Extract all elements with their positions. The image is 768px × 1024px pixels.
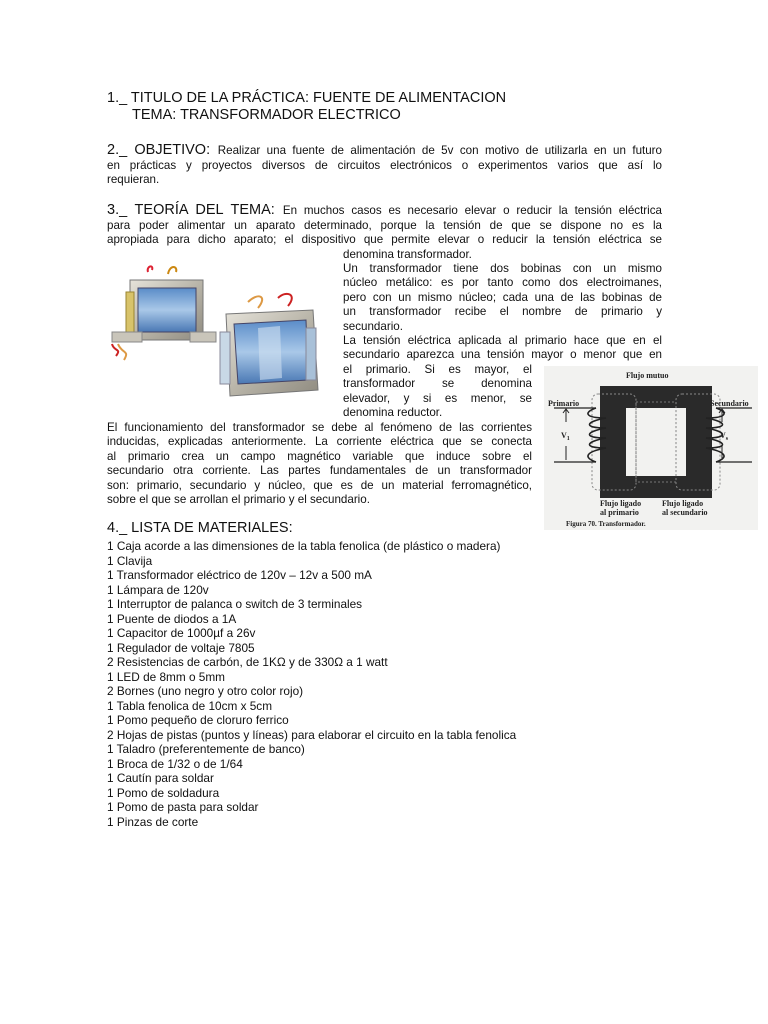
theory-para-3-line: La tensión eléctrica aplicada al primario hace que en el	[343, 334, 662, 348]
theory-para-3-line: elevador, y si es menor, se	[343, 391, 532, 405]
list-item: 1 Interruptor de palanca o switch de 3 terminales	[107, 597, 363, 611]
objective-heading: 2._ OBJETIVO:	[107, 142, 211, 158]
list-item: 1 Pomo pequeño de cloruro ferrico	[107, 713, 289, 727]
list-item: 1 Transformador eléctrico de 120v – 12v a 500 mA	[107, 568, 372, 582]
theory-para-2-line: secundario.	[343, 319, 403, 333]
list-item: 1 Caja acorde a las dimensiones de la tabla fenolica (de plástico o madera)	[107, 539, 501, 553]
list-item: 1 Capacitor de 1000µf a 26v	[107, 626, 256, 640]
theory-para-3-line: denomina reductor.	[343, 406, 443, 420]
objective-line-3: requieran.	[107, 173, 160, 187]
diagram-label-primary: Primario	[548, 399, 580, 408]
diagram-label-v1: $V_1$	[561, 431, 570, 442]
materials-list	[107, 539, 667, 829]
theory-para-4-line: El funcionamiento del transformador se debe al fenómeno de las corrientes	[107, 421, 532, 434]
theory-para-2-line: Un transformador tiene dos bobinas con un mismo	[343, 262, 662, 275]
list-item: 1 Pomo de soldadura	[107, 785, 220, 800]
list-item: 1 Pomo de pasta para soldar	[107, 800, 259, 814]
theory-para-3-line: transformador se denomina	[343, 377, 532, 391]
list-item: 1 Lámpara de 120v	[107, 582, 209, 597]
theory-para-2-line: pero con un mismo núcleo; cada una de las bobinas de	[343, 290, 662, 304]
list-item: 1 Cautín para soldar	[107, 771, 214, 785]
theory-para-2-line: un transformador recibe el nombre de primario y	[343, 305, 662, 319]
section-2-objective	[107, 141, 662, 188]
theory-para-3-line: secundario aparezca una tensión mayor o menor que en	[343, 348, 662, 362]
theory-para-3-narrow	[343, 363, 532, 421]
diagram-label-flux: Flujo mutuo	[626, 371, 669, 380]
theory-para-4	[107, 421, 532, 507]
practice-title: 1._ TITULO DE LA PRÁCTICA: FUENTE DE ALIMENTACION	[107, 90, 507, 106]
diagram-label-flux-secondary: Flujo ligado	[662, 499, 704, 508]
diagram-label-v2: $V_s$	[720, 431, 729, 442]
list-item: 2 Hojas de pistas (puntos y líneas) para elaborar el circuito en la tabla fenolica	[107, 727, 517, 742]
theory-line-2: para poder alimentar un aparato determinado, porque la tensión de que se dispone no es la	[107, 219, 662, 232]
materials-heading: 4._ LISTA DE MATERIALES:	[107, 520, 293, 536]
list-item: 1 Broca de 1/32 o de 1/64	[107, 756, 243, 771]
transformer-diagram	[544, 366, 758, 530]
theory-para-2	[343, 262, 662, 363]
list-item: 1 Tabla fenolica de 10cm x 5cm	[107, 698, 273, 713]
theory-line-1: En muchos casos es necesario elevar o reducir la tensión eléctrica	[282, 204, 662, 217]
list-item: 2 Bornes (uno negro y otro color rojo)	[107, 684, 304, 698]
theory-para-3-line: el primario. Si es mayor, el	[343, 363, 532, 376]
diagram-label-flux-secondary-2: al secundario	[662, 508, 708, 517]
topic-title: TEMA: TRANSFORMADOR ELECTRICO	[132, 107, 401, 123]
theory-line-3: apropiada para dicho aparato; el dispositivo que permite elevar o reducir la tensión eléctrica se	[107, 233, 662, 247]
list-item: 1 Regulador de voltaje 7805	[107, 640, 255, 655]
theory-para-4-line: secundario otra corriente. Las partes fundamentales de un transformador	[107, 464, 532, 478]
section-1-title	[107, 90, 667, 124]
diagram-label-flux-primary-2: al primario	[600, 508, 639, 517]
diagram-label-flux-primary: Flujo ligado	[600, 499, 642, 508]
list-item: 1 Clavija	[107, 553, 153, 568]
diagram-label-secondary: Secundario	[710, 399, 749, 408]
theory-para-4-line: son: primario, secundario y núcleo, que es de un material ferromagnético,	[107, 478, 532, 492]
list-item: 1 Pinzas de corte	[107, 814, 199, 829]
objective-line-2: en prácticas y proyectos diversos de circuitos electrónicos o experimentos varios que así lo	[107, 159, 662, 172]
list-item: 1 Puente de diodos a 1A	[107, 611, 237, 626]
theory-para-4-line: al primario crea un campo magnético variable que induce sobre el	[107, 449, 532, 463]
theory-heading: 3._ TEORÍA DEL TEMA:	[107, 202, 275, 218]
objective-line-1: Realizar una fuente de alimentación de 5v con motivo de utilizarla en un futuro	[217, 144, 662, 157]
theory-para-4-line: sobre el que se arrollan el primario y el secundario.	[107, 493, 370, 507]
section-3-theory	[107, 202, 662, 248]
diagram-caption: Figura 70. Transformador.	[566, 520, 646, 528]
theory-para-4-line: inducidas, explicadas anteriormente. La corriente eléctrica que se conecta	[107, 435, 532, 449]
list-item: 1 LED de 8mm o 5mm	[107, 669, 226, 684]
list-item: 2 Resistencias de carbón, de 1KΩ y de 330Ω a 1 watt	[107, 655, 388, 669]
theory-para-2-line: núcleo metálico: es por tanto como dos electroimanes,	[343, 276, 662, 290]
theory-line-4: denomina transformador.	[343, 248, 472, 261]
transformer-photo	[108, 262, 330, 412]
list-item: 1 Taladro (preferentemente de banco)	[107, 742, 305, 756]
